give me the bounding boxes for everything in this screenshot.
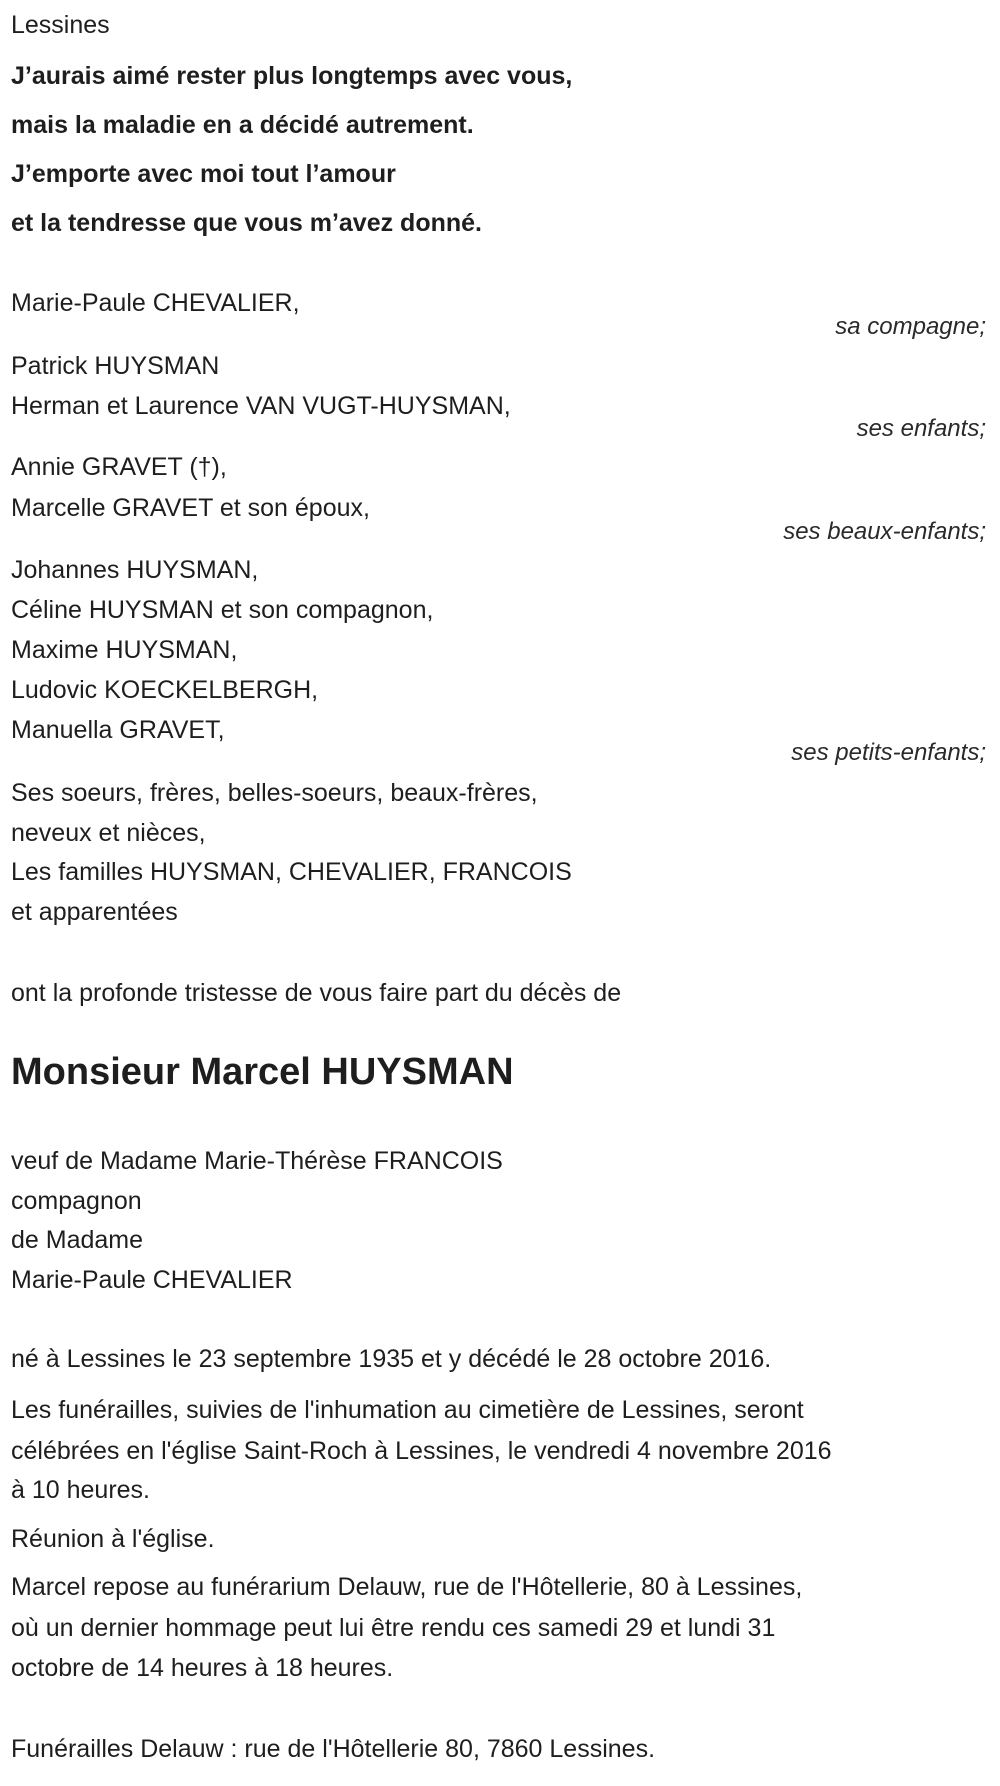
poem-line: J’emporte avec moi tout l’amour [11,160,396,188]
poem-line: et la tendresse que vous m’avez donné. [11,209,482,237]
family-role: ses beaux-enfants; [783,518,986,545]
family-role: sa compagne; [835,313,986,340]
family-others: neveux et nièces, [11,819,206,847]
relation-line: veuf de Madame Marie-Thérèse FRANCOIS [11,1147,503,1175]
funeral-line: Les funérailles, suivies de l'inhumation au cimetière de Lessines, seront [11,1396,804,1424]
relation-line: compagnon [11,1187,142,1215]
family-name: Manuella GRAVET, [11,716,225,744]
family-role: ses enfants; [856,415,986,442]
family-others: Ses soeurs, frères, belles-soeurs, beaux-frères, [11,779,538,807]
family-name: Marie-Paule CHEVALIER, [11,289,300,317]
poem-line: mais la maladie en a décidé autrement. [11,111,474,139]
funeral-home: Funérailles Delauw : rue de l'Hôtellerie 80, 7860 Lessines. [11,1735,656,1763]
family-role: ses petits-enfants; [791,739,986,766]
family-name: Marcelle GRAVET et son époux, [11,494,370,522]
funeral-line: à 10 heures. [11,1476,150,1504]
family-name: Johannes HUYSMAN, [11,556,259,584]
deceased-name: Monsieur Marcel HUYSMAN [11,1051,514,1093]
family-others: Les familles HUYSMAN, CHEVALIER, FRANCOIS [11,858,572,886]
family-others: et apparentées [11,898,178,926]
announcement: ont la profonde tristesse de vous faire part du décès de [11,979,622,1007]
family-name: Ludovic KOECKELBERGH, [11,676,319,704]
family-name: Céline HUYSMAN et son compagnon, [11,596,434,624]
relation-line: Marie-Paule CHEVALIER [11,1266,293,1294]
relation-line: de Madame [11,1226,144,1254]
visitation-line: Marcel repose au funérarium Delauw, rue de l'Hôtellerie, 80 à Lessines, [11,1573,803,1601]
visitation-line: où un dernier hommage peut lui être rendu ces samedi 29 et lundi 31 [11,1614,776,1642]
poem-line: J’aurais aimé rester plus longtemps avec vous, [11,62,573,90]
family-name: Herman et Laurence VAN VUGT-HUYSMAN, [11,392,511,420]
visitation-line: octobre de 14 heures à 18 heures. [11,1654,394,1682]
family-name: Maxime HUYSMAN, [11,636,238,664]
family-name: Patrick HUYSMAN [11,352,220,380]
meeting: Réunion à l'église. [11,1525,215,1553]
funeral-line: célébrées en l'église Saint-Roch à Lessines, le vendredi 4 novembre 2016 [11,1437,832,1465]
place-header: Lessines [11,11,110,39]
family-name: Annie GRAVET (†), [11,453,227,481]
birth-death: né à Lessines le 23 septembre 1935 et y décédé le 28 octobre 2016. [11,1345,772,1373]
